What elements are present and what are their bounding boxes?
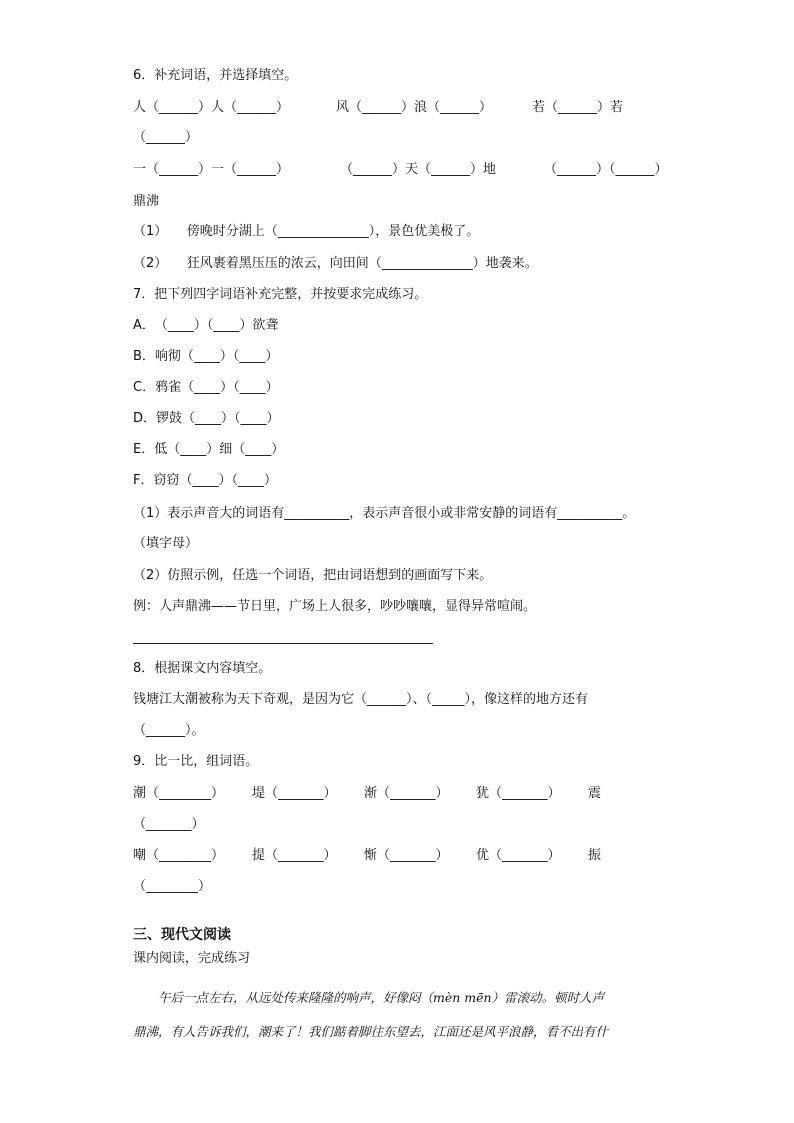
q6-row1-cont: （______）: [133, 130, 199, 145]
q6-row1-item2: 风（______）浪（______）: [336, 100, 493, 115]
q7-part1-note: （填字母）: [133, 536, 199, 551]
q7-item-e: E．低（____）细（____）: [133, 442, 285, 457]
passage-line2: 鼎沸，有人告诉我们，潮来了！我们踮着脚往东望去，江面还是风平浪静，看不出有什: [133, 1024, 609, 1039]
q6-row2-item1: 一（______）一（______）: [133, 162, 290, 177]
section3-heading: 三、现代文阅读: [133, 927, 231, 943]
q9-row2-item1: 嘲（________）: [133, 848, 225, 863]
q7-item-a: A． （____）（____）欲聋: [133, 318, 279, 333]
q6-sub2: （2） 狂风裹着黑压压的浓云，向田间（______________）地袭来。: [133, 256, 538, 271]
q9-row1-item1: 潮（________）: [133, 786, 225, 801]
q6-row2-cont: 鼎沸: [133, 194, 160, 209]
q7-item-b: B．响彻（____）（____）: [133, 349, 279, 364]
q6-sub1: （1） 傍晚时分湖上（______________），景色优美极了。: [133, 224, 480, 239]
q7-example: 例：人声鼎沸——节日里，广场上人很多，吵吵嚷嚷，显得异常喧闹。: [133, 599, 537, 614]
q6-row2-item3: （______）（______）: [544, 162, 668, 177]
q9-title: 9．比一比，组词语。: [133, 754, 259, 769]
q8-line2: （______）。: [133, 723, 205, 738]
q9-row1-item3: 渐（_______）: [364, 786, 449, 801]
q9-row2-item3: 惭（_______）: [364, 848, 449, 863]
q7-part1: （1）表示声音大的词语有__________，表示声音很小或非常安静的词语有__________。: [133, 506, 636, 521]
q8-title: 8．根据课文内容填空。: [133, 661, 272, 676]
q9-row2-cont: （________）: [133, 879, 212, 894]
q7-title: 7．把下列四字词语补充完整，并按要求完成练习。: [133, 287, 428, 302]
section3-subheading: 课内阅读，完成练习: [133, 951, 251, 966]
q6-title: 6．补充词语，并选择填空。: [133, 68, 298, 83]
q6-row1-item3: 若（______）若: [532, 100, 624, 115]
q8-line1: 钱塘江大潮被称为天下奇观，是因为它（______）、（_____），像这样的地方还有: [133, 692, 589, 707]
q9-row1-item5: 震: [588, 786, 602, 801]
q7-item-f: F．窃窃（____）（____）: [133, 473, 277, 488]
q9-row1-item2: 堤（_______）: [252, 786, 337, 801]
q7-item-d: D．锣鼓（____）（____）: [133, 411, 280, 426]
q6-row2-item2: （______）天（______）地: [340, 162, 497, 177]
q7-answer-line[interactable]: [133, 643, 433, 644]
q6-row1-item1: 人（______）人（______）: [133, 100, 290, 115]
passage-line1: 午后一点左右，从远处传来隆隆的响声，好像闷（mèn mēn）雷滚动。顿时人声: [133, 990, 605, 1005]
q9-row2-item4: 优（_______）: [476, 848, 561, 863]
q9-row1-item4: 犹（_______）: [476, 786, 561, 801]
q7-item-c: C．鸦雀（____）（____）: [133, 380, 279, 395]
q9-row2-item2: 提（_______）: [252, 848, 337, 863]
q9-row1-cont: （_______）: [133, 817, 205, 832]
q7-part2: （2）仿照示例，任选一个词语，把由词语想到的画面写下来。: [133, 568, 493, 583]
q9-row2-item5: 振: [588, 848, 602, 863]
